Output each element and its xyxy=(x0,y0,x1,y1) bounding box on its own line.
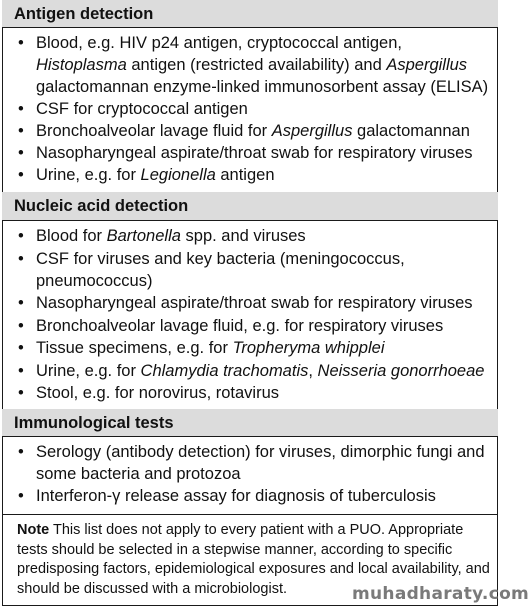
list-item-text: CSF for cryptococcal antigen xyxy=(36,100,248,118)
note-label: Note xyxy=(17,522,50,538)
list-item-text: Serology (antibody detection) for viruses, dimorphic fungi and xyxy=(36,443,485,461)
bullet: • xyxy=(18,100,24,118)
list-item-text: Bronchoalveolar lavage fluid for Aspergillus galactomannan xyxy=(36,122,470,140)
bullet: • xyxy=(18,294,24,312)
section-header-antigen-detection: Antigen detection xyxy=(2,0,498,28)
list-item-text: Tissue specimens, e.g. for Tropheryma whipplei xyxy=(36,339,385,357)
bullet: • xyxy=(18,227,24,245)
list-item-text: Histoplasma antigen (restricted availability) and Aspergillus xyxy=(36,56,468,74)
bullet: • xyxy=(18,443,24,461)
bullet: • xyxy=(18,487,24,505)
bullet: • xyxy=(18,362,24,380)
list-item-text: some bacteria and protozoa xyxy=(36,465,241,483)
list-item-text: Stool, e.g. for norovirus, rotavirus xyxy=(36,384,280,402)
note-text: This list does not apply to every patient with a PUO. Appropriate tests should be selected in a stepwise manner, according to specific predisposing factors, epidemiological exposures and local availability, and should be discussed with a microbiologist. xyxy=(17,522,490,597)
list-item-text: galactomannan enzyme-linked immunosorbent assay (ELISA) xyxy=(36,78,489,96)
bullet: • xyxy=(18,384,24,402)
list-item-text: Blood, e.g. HIV p24 antigen, cryptococcal antigen, xyxy=(36,34,402,52)
bullet: • xyxy=(18,250,24,268)
bullet: • xyxy=(18,122,24,140)
watermark: muhadharaty.com xyxy=(352,584,529,604)
bullet: • xyxy=(18,339,24,357)
list-item-text: Blood for Bartonella spp. and viruses xyxy=(36,227,306,245)
list-item-text: Nasopharyngeal aspirate/throat swab for respiratory viruses xyxy=(36,144,473,162)
bullet: • xyxy=(18,166,24,184)
list-item-text: Bronchoalveolar lavage fluid, e.g. for respiratory viruses xyxy=(36,317,444,335)
list-item-text: Urine, e.g. for Legionella antigen xyxy=(36,166,275,184)
list-item-text: Urine, e.g. for Chlamydia trachomatis, Neisseria gonorrhoeae xyxy=(36,362,485,380)
bullet: • xyxy=(18,144,24,162)
list-item-text: pneumococcus) xyxy=(36,272,153,290)
list-item-text: CSF for viruses and key bacteria (meningococcus, xyxy=(36,250,405,268)
bullet: • xyxy=(18,34,24,52)
section-header-immunological-tests: Immunological tests xyxy=(2,409,498,437)
bullet: • xyxy=(18,317,24,335)
list-item-text: Interferon-γ release assay for diagnosis of tuberculosis xyxy=(36,487,436,505)
section-header-nucleic-acid-detection: Nucleic acid detection xyxy=(2,192,498,221)
list-item-text: Nasopharyngeal aspirate/throat swab for respiratory viruses xyxy=(36,294,473,312)
note-rule xyxy=(2,514,498,515)
